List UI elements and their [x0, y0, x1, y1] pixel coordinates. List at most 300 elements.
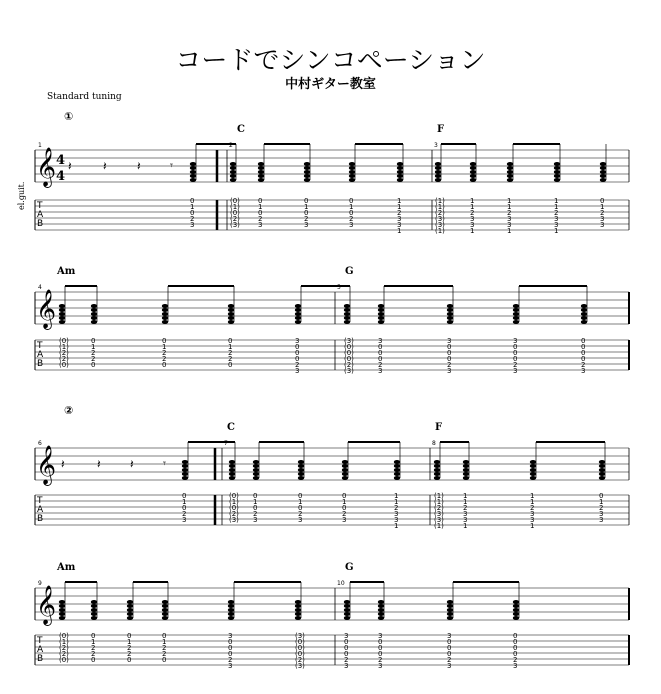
notehead: [344, 312, 350, 316]
tab-fret-number: (2): [295, 656, 305, 664]
notehead: [59, 320, 65, 324]
tab-fret-number: 0: [182, 492, 187, 500]
tab-fret-number: 0: [513, 638, 518, 646]
notehead: [162, 604, 168, 608]
tab-fret-number: (1): [229, 498, 239, 506]
tab-fret-number: (0): [59, 361, 69, 369]
notehead: [378, 612, 384, 616]
notehead: [295, 316, 301, 320]
tab-fret-number: 1: [470, 197, 475, 205]
tab-fret-number: 2: [394, 504, 399, 512]
notehead: [599, 476, 605, 480]
notehead: [230, 174, 236, 178]
tab-fret-number: 2: [91, 644, 96, 652]
notehead: [397, 174, 403, 178]
tab-fret-number: 1: [397, 203, 402, 211]
tab-fret-number: (2): [59, 644, 69, 652]
tab-fret-number: 0: [447, 355, 452, 363]
tab-fret-number: 0: [344, 650, 349, 658]
tab-fret-number: (0): [344, 349, 354, 357]
notehead: [447, 316, 453, 320]
tab-fret-number: 1: [507, 203, 512, 211]
notehead: [507, 174, 513, 178]
tab-fret-number: 3: [228, 632, 233, 640]
notehead: [344, 316, 350, 320]
time-signature-top: 4: [56, 153, 66, 168]
tab-fret-number: (3): [434, 516, 444, 524]
notehead: [91, 600, 97, 604]
tab-fret-number: (2): [229, 510, 239, 518]
tab-letter: T: [37, 496, 43, 506]
notehead: [230, 178, 236, 182]
tab-fret-number: 3: [298, 516, 303, 524]
notehead: [162, 304, 168, 308]
tab-fret-number: 3: [507, 221, 512, 229]
tab-fret-number: 1: [507, 197, 512, 205]
notehead: [228, 616, 234, 620]
tab-fret-number: 1: [162, 638, 167, 646]
notehead: [304, 166, 310, 170]
tab-fret-number: 3: [394, 516, 399, 524]
notehead: [162, 312, 168, 316]
tab-fret-number: 1: [228, 343, 233, 351]
tab-fret-number: 3: [378, 662, 383, 670]
notehead: [230, 162, 236, 166]
notehead: [397, 170, 403, 174]
notehead: [162, 308, 168, 312]
tab-fret-number: 3: [530, 510, 535, 518]
tab-letter: A: [37, 505, 44, 515]
notehead: [59, 308, 65, 312]
notehead: [190, 174, 196, 178]
notehead: [228, 612, 234, 616]
notehead: [581, 304, 587, 308]
notehead: [581, 308, 587, 312]
tab-fret-number: 2: [344, 656, 349, 664]
tab-fret-number: 0: [581, 343, 586, 351]
tab-fret-number: 2: [530, 504, 535, 512]
tab-fret-number: (0): [230, 209, 240, 217]
tab-fret-number: 3: [581, 367, 586, 375]
tab-letter: B: [37, 359, 44, 369]
notehead: [463, 468, 469, 472]
tab-fret-number: 0: [378, 355, 383, 363]
tab-fret-number: 3: [342, 516, 347, 524]
notehead: [91, 612, 97, 616]
notehead: [435, 178, 441, 182]
tab-fret-number: 2: [507, 209, 512, 217]
tab-fret-number: (0): [344, 355, 354, 363]
notehead: [59, 600, 65, 604]
notehead: [378, 600, 384, 604]
quarter-rest-icon: 𝄽: [61, 457, 65, 471]
tab-fret-number: 2: [295, 361, 300, 369]
tab-fret-number: 0: [253, 492, 258, 500]
tab-fret-number: 2: [600, 209, 605, 217]
tab-fret-number: 1: [470, 203, 475, 211]
tab-fret-number: 2: [470, 209, 475, 217]
notehead: [554, 178, 560, 182]
tab-fret-number: 1: [127, 638, 132, 646]
notehead: [162, 320, 168, 324]
notehead: [581, 316, 587, 320]
notehead: [513, 608, 519, 612]
tab-letter: A: [37, 210, 44, 220]
notehead: [59, 608, 65, 612]
notehead: [554, 166, 560, 170]
tab-fret-number: 3: [182, 516, 187, 524]
notehead: [190, 178, 196, 182]
notehead: [435, 170, 441, 174]
notehead: [435, 162, 441, 166]
tab-fret-number: 3: [447, 662, 452, 670]
measure-number: 8: [432, 440, 436, 447]
tab-fret-number: (3): [295, 662, 305, 670]
tab-fret-number: 3: [253, 516, 258, 524]
notehead: [182, 472, 188, 476]
tab-fret-number: (3): [435, 221, 445, 229]
notehead: [463, 464, 469, 468]
tab-fret-number: 2: [378, 656, 383, 664]
tab-fret-number: 3: [530, 516, 535, 524]
notehead: [190, 162, 196, 166]
score-subtitle: 中村ギター教室: [285, 77, 376, 92]
tab-fret-number: 0: [349, 197, 354, 205]
tab-fret-number: (2): [59, 349, 69, 357]
tab-letter: T: [37, 201, 43, 211]
notehead: [304, 178, 310, 182]
notehead: [295, 320, 301, 324]
notehead: [394, 476, 400, 480]
tab-fret-number: 2: [447, 361, 452, 369]
tab-fret-number: 2: [162, 644, 167, 652]
notehead: [253, 476, 259, 480]
notehead: [513, 616, 519, 620]
tab-fret-number: 1: [394, 498, 399, 506]
measure-number: 3: [434, 142, 438, 149]
tab-fret-number: 3: [295, 337, 300, 345]
tab-fret-number: 0: [228, 638, 233, 646]
notehead: [258, 170, 264, 174]
notehead: [59, 312, 65, 316]
notehead: [530, 468, 536, 472]
tab-fret-number: 0: [295, 355, 300, 363]
tab-fret-number: 0: [378, 343, 383, 351]
notehead: [447, 612, 453, 616]
tab-fret-number: 0: [581, 337, 586, 345]
tab-fret-number: 1: [349, 203, 354, 211]
tab-fret-number: (3): [230, 221, 240, 229]
tab-fret-number: 1: [463, 492, 468, 500]
tab-fret-number: (3): [229, 516, 239, 524]
tab-fret-number: 2: [378, 361, 383, 369]
tab-fret-number: 0: [304, 209, 309, 217]
chord-name: C: [237, 124, 245, 135]
notehead: [127, 612, 133, 616]
tab-fret-number: 2: [190, 215, 195, 223]
tab-fret-number: 3: [304, 221, 309, 229]
tab-fret-number: 0: [304, 197, 309, 205]
notehead: [295, 312, 301, 316]
tab-fret-number: 3: [599, 516, 604, 524]
notehead: [253, 460, 259, 464]
notehead: [530, 464, 536, 468]
notehead: [447, 600, 453, 604]
notehead: [304, 174, 310, 178]
notehead: [447, 308, 453, 312]
notehead: [228, 600, 234, 604]
notehead: [162, 608, 168, 612]
notehead: [554, 162, 560, 166]
tab-fret-number: 1: [258, 203, 263, 211]
tab-fret-number: (3): [295, 632, 305, 640]
notehead: [229, 468, 235, 472]
tab-fret-number: 2: [447, 656, 452, 664]
notehead: [127, 616, 133, 620]
tab-fret-number: (0): [295, 644, 305, 652]
tab-fret-number: 0: [190, 197, 195, 205]
treble-clef-icon: 𝄞: [36, 445, 57, 485]
tab-fret-number: 0: [378, 349, 383, 357]
notehead: [298, 472, 304, 476]
tab-fret-number: 2: [349, 215, 354, 223]
notehead: [258, 162, 264, 166]
notehead: [378, 616, 384, 620]
notehead: [513, 308, 519, 312]
tab-fret-number: 2: [513, 656, 518, 664]
quarter-rest-icon: 𝄽: [103, 159, 107, 173]
tab-fret-number: 1: [600, 203, 605, 211]
notehead: [295, 604, 301, 608]
tab-fret-number: 3: [295, 367, 300, 375]
quarter-rest-icon: 𝄽: [130, 457, 134, 471]
notehead: [530, 472, 536, 476]
notehead: [599, 460, 605, 464]
notehead: [162, 616, 168, 620]
notehead: [253, 472, 259, 476]
notehead: [91, 312, 97, 316]
notehead: [228, 316, 234, 320]
quarter-rest-icon: 𝄽: [68, 159, 72, 173]
tab-fret-number: 0: [258, 197, 263, 205]
notehead: [378, 316, 384, 320]
notehead: [342, 476, 348, 480]
tab-fret-number: 2: [581, 361, 586, 369]
tab-fret-number: (2): [59, 650, 69, 658]
tab-fret-number: 3: [600, 221, 605, 229]
tab-fret-number: (1): [59, 638, 69, 646]
tab-letter: A: [37, 350, 44, 360]
tab-fret-number: 3: [397, 215, 402, 223]
notehead: [447, 616, 453, 620]
tab-fret-number: (1): [59, 343, 69, 351]
notehead: [298, 468, 304, 472]
tab-fret-number: 0: [162, 632, 167, 640]
tab-letter: B: [37, 514, 44, 524]
tab-fret-number: (0): [59, 632, 69, 640]
notehead: [463, 472, 469, 476]
tab-fret-number: 2: [228, 349, 233, 357]
notehead: [513, 316, 519, 320]
tab-fret-number: 1: [298, 498, 303, 506]
tab-fret-number: 0: [513, 632, 518, 640]
notehead: [230, 166, 236, 170]
notehead: [182, 476, 188, 480]
eighth-rest-icon: 𝄾: [163, 457, 166, 470]
tab-fret-number: (0): [59, 337, 69, 345]
chord-name: Am: [57, 562, 76, 573]
tab-fret-number: 2: [342, 510, 347, 518]
notehead: [349, 170, 355, 174]
notehead: [59, 316, 65, 320]
tab-fret-number: 0: [162, 361, 167, 369]
tab-fret-number: 3: [344, 662, 349, 670]
notehead: [581, 312, 587, 316]
tab-fret-number: 0: [295, 343, 300, 351]
notehead: [447, 320, 453, 324]
notehead: [344, 616, 350, 620]
tab-fret-number: (1): [434, 498, 444, 506]
tab-fret-number: 0: [600, 197, 605, 205]
notehead: [253, 464, 259, 468]
tab-fret-number: 1: [304, 203, 309, 211]
tab-fret-number: 0: [513, 644, 518, 652]
tab-fret-number: 1: [470, 227, 475, 235]
tab-fret-number: 1: [530, 522, 535, 530]
tab-fret-number: 0: [342, 492, 347, 500]
tab-fret-number: 0: [513, 343, 518, 351]
tab-fret-number: (2): [59, 355, 69, 363]
tab-fret-number: (0): [295, 650, 305, 658]
tab-fret-number: 3: [554, 215, 559, 223]
tab-fret-number: 0: [378, 638, 383, 646]
notehead: [91, 308, 97, 312]
notehead: [342, 468, 348, 472]
tab-fret-number: 0: [162, 656, 167, 664]
tab-fret-number: 2: [162, 650, 167, 658]
tab-fret-number: (0): [59, 656, 69, 664]
notehead: [182, 464, 188, 468]
tab-fret-number: 2: [554, 209, 559, 217]
tab-fret-number: (3): [435, 215, 445, 223]
notehead: [342, 460, 348, 464]
notehead: [228, 608, 234, 612]
time-signature-bottom: 4: [56, 169, 66, 184]
notehead: [349, 162, 355, 166]
tab-fret-number: 0: [228, 361, 233, 369]
notehead: [434, 464, 440, 468]
tab-fret-number: (3): [344, 367, 354, 375]
tab-fret-number: 2: [228, 656, 233, 664]
notehead: [513, 312, 519, 316]
measure-number: 9: [38, 580, 42, 587]
measure-number: 4: [38, 284, 42, 291]
notehead: [513, 612, 519, 616]
treble-clef-icon: 𝄞: [36, 585, 57, 625]
notehead: [394, 460, 400, 464]
tab-fret-number: 0: [298, 492, 303, 500]
notehead: [229, 472, 235, 476]
tab-fret-number: 3: [599, 510, 604, 518]
tab-letter: A: [37, 645, 44, 655]
measure-number: 10: [337, 580, 345, 587]
notehead: [513, 604, 519, 608]
tab-fret-number: 0: [378, 644, 383, 652]
quarter-rest-icon: 𝄽: [97, 457, 101, 471]
notehead: [397, 166, 403, 170]
tab-fret-number: 0: [447, 650, 452, 658]
tab-fret-number: 2: [228, 355, 233, 363]
tab-fret-number: 0: [447, 343, 452, 351]
tab-fret-number: (0): [229, 492, 239, 500]
notehead: [162, 600, 168, 604]
notehead: [394, 468, 400, 472]
notehead: [258, 166, 264, 170]
notehead: [91, 608, 97, 612]
tab-fret-number: (0): [230, 197, 240, 205]
instrument-label: el.guit.: [17, 181, 26, 210]
notehead: [434, 476, 440, 480]
notehead: [600, 178, 606, 182]
tab-fret-number: 1: [190, 203, 195, 211]
tab-fret-number: 0: [190, 209, 195, 217]
tab-fret-number: 2: [304, 215, 309, 223]
notehead: [295, 608, 301, 612]
chord-name: C: [227, 422, 235, 433]
tab-fret-number: 0: [342, 504, 347, 512]
notehead: [258, 174, 264, 178]
tab-fret-number: 2: [258, 215, 263, 223]
tab-fret-number: (0): [344, 343, 354, 351]
notehead: [447, 312, 453, 316]
notehead: [513, 320, 519, 324]
notehead: [447, 604, 453, 608]
notehead: [507, 178, 513, 182]
notehead: [228, 312, 234, 316]
tab-fret-number: (3): [344, 337, 354, 345]
tab-fret-number: 0: [228, 337, 233, 345]
notehead: [470, 174, 476, 178]
notehead: [378, 308, 384, 312]
tab-fret-number: 0: [91, 337, 96, 345]
tab-fret-number: 1: [342, 498, 347, 506]
tab-fret-number: 0: [349, 209, 354, 217]
notehead: [190, 170, 196, 174]
notehead: [344, 612, 350, 616]
tab-fret-number: 0: [295, 349, 300, 357]
tab-fret-number: 2: [91, 355, 96, 363]
chord-name: G: [345, 266, 354, 277]
tab-fret-number: 0: [253, 504, 258, 512]
measure-number: 2: [229, 142, 233, 149]
tab-fret-number: 2: [463, 504, 468, 512]
notehead: [304, 162, 310, 166]
tab-fret-number: 1: [397, 197, 402, 205]
notehead: [513, 600, 519, 604]
notehead: [127, 600, 133, 604]
notehead: [378, 312, 384, 316]
tab-fret-number: 1: [554, 197, 559, 205]
tab-fret-number: (0): [229, 504, 239, 512]
tab-fret-number: 3: [378, 367, 383, 375]
tab-fret-number: 2: [162, 355, 167, 363]
tab-fret-number: 0: [127, 656, 132, 664]
tab-fret-number: 2: [599, 504, 604, 512]
notehead: [295, 616, 301, 620]
notehead: [344, 308, 350, 312]
measure-number: 7: [224, 440, 228, 447]
tab-fret-number: 3: [190, 221, 195, 229]
